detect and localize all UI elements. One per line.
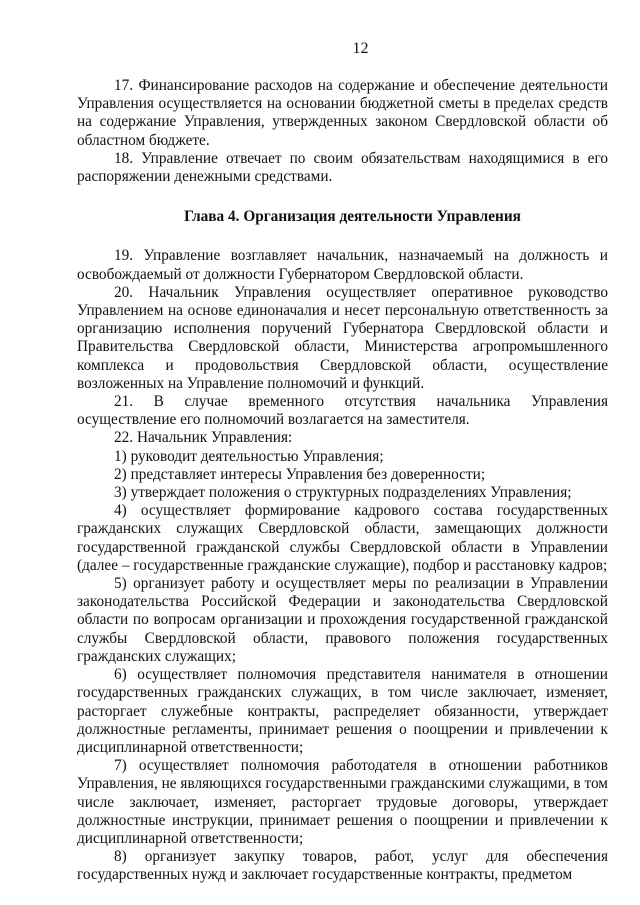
list-item-6: 6) осуществляет полномочия представителя нанимателя в отношении государственных гражданских служащих, в том числе заключает, изменяет, расторгает служебные контракты, распределяет обязанности, утверждает должностные регламенты, принимает решения о поощрении и привлечении к дисциплинарной ответственности;: [77, 666, 608, 756]
list-item-3: 3) утверждает положения о структурных подразделениях Управления;: [114, 484, 572, 502]
paragraph-21: 21. В случае временного отсутствия начальника Управления осуществление его полномочий возлагается на заместителя.: [77, 393, 608, 429]
section-financing: [77, 77, 608, 186]
paragraph-19: 19. Управление возглавляет начальник, назначаемый на должность и освобождаемый от должности Губернатором Свердловской области.: [77, 247, 608, 283]
list-item-2: 2) представляет интересы Управления без доверенности;: [114, 465, 486, 483]
paragraph-18: 18. Управление отвечает по своим обязательствам находящимися в его распоряжении денежными средствами.: [77, 149, 608, 186]
list-item-7: 7) осуществляет полномочия работодателя в отношении работников Управления, не являющихся государственными гражданскими служащими, в том числе заключает, изменяет, расторгает трудовые договоры, утверждает должностные инструкции, принимает решения о поощрении и привлечении к дисциплинарной ответственности;: [77, 757, 608, 847]
list-item-1: 1) руководит деятельностью Управления;: [114, 447, 384, 465]
section-organization: [77, 247, 608, 884]
paragraph-17: 17. Финансирование расходов на содержание и обеспечение деятельности Управления осуществляется на основании бюджетной сметы в пределах средств на содержание Управления, утвержденных законом Свердловской области об областном бюджете.: [77, 77, 608, 149]
list-item-8: 8) организует закупку товаров, работ, услуг для обеспечения государственных нужд и заключает государственные контракты, предметом: [77, 848, 608, 884]
list-item-4: 4) осуществляет формирование кадрового состава государственных гражданских служащих Свердловской области, замещающих должности государственной гражданской службы Свердловской области в Управлении (далее – государственные гражданские служащие), подбор и расстановку кадров;: [77, 502, 608, 574]
chapter-title: Глава 4. Организация деятельности Управления: [184, 208, 521, 226]
paragraph-20: 20. Начальник Управления осуществляет оперативное руководство Управлением на основе единоначалия и несет персональную ответственность за организацию исполнения поручений Губернатора Свердловской области и Правительства Свердловской области, Министерства агропромышленного комплекса и продовольствия Свердловской области, осуществление возложенных на Управление полномочий и функций.: [77, 283, 608, 392]
list-item-5: 5) организует работу и осуществляет меры по реализации в Управлении законодательства Российской Федерации и законодательства Свердловской области по вопросам организации и прохождения государственной гражданской службы Свердловской области, правового положения государственных гражданских служащих;: [77, 575, 608, 665]
page-number: 12: [352, 40, 369, 57]
paragraph-22: 22. Начальник Управления:: [114, 429, 293, 447]
